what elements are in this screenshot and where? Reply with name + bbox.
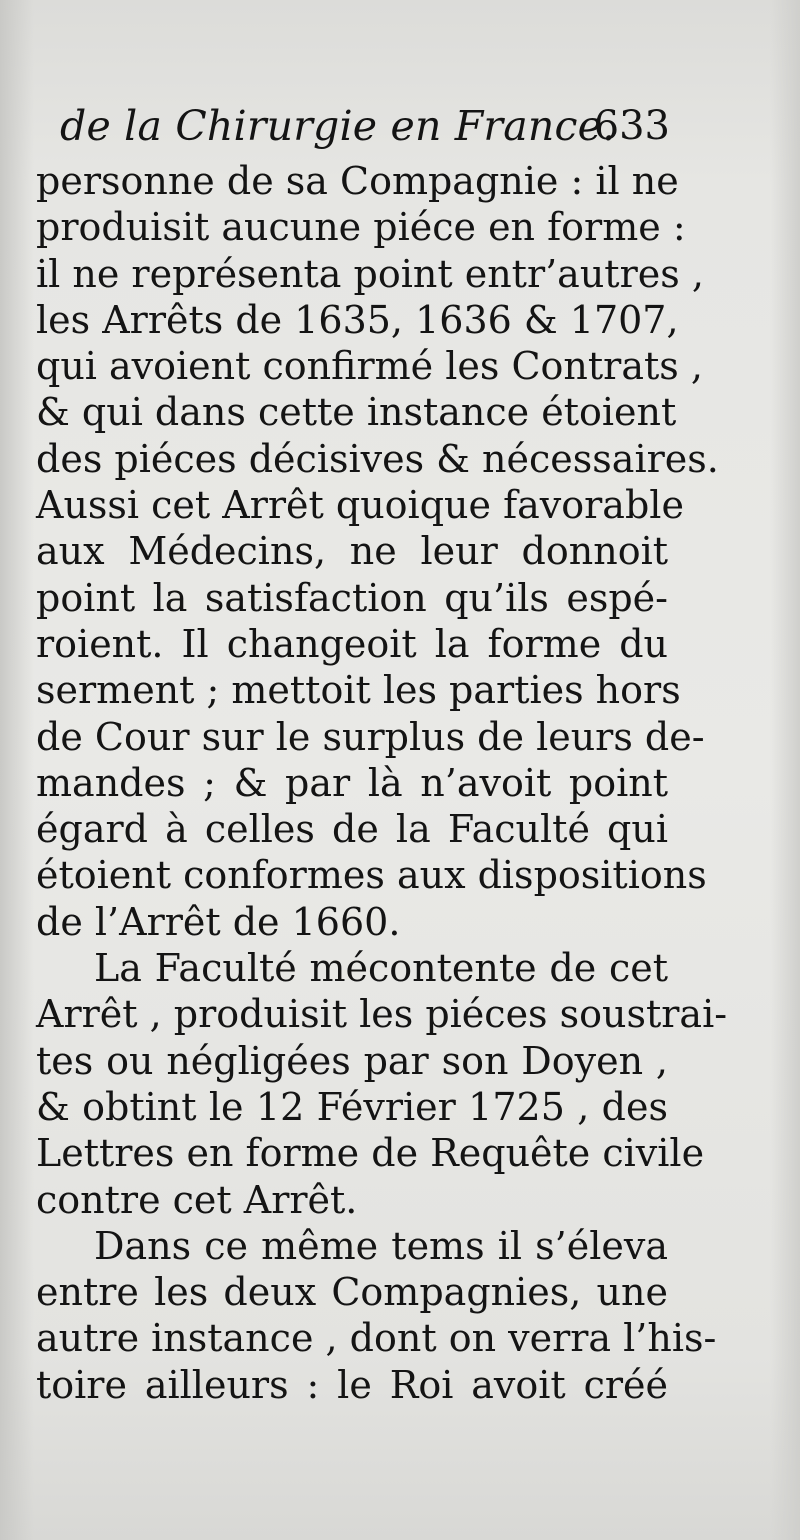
text-line: produisit aucune piéce en forme :	[36, 205, 686, 250]
body-text	[36, 158, 728, 1408]
text-line: roient. Il changeoit la forme du	[36, 621, 668, 666]
page-header	[60, 96, 670, 156]
page-number: 633	[593, 103, 670, 149]
text-line: tes ou négligées par son Doyen ,	[36, 1038, 668, 1083]
text-line: serment ; mettoit les parties hors	[36, 668, 681, 713]
text-line: Dans ce même tems il s’éleva	[94, 1223, 668, 1268]
text-line: Aussi cet Arrêt quoique favorable	[36, 483, 684, 528]
text-line: Lettres en forme de Requête civile	[36, 1131, 705, 1176]
text-line: étoient conformes aux dispositions	[36, 853, 707, 898]
text-line: de Cour sur le surplus de leurs de-	[36, 714, 705, 759]
text-line: entre les deux Compagnies, une	[36, 1270, 668, 1315]
text-line: de l’Arrêt de 1660.	[36, 899, 401, 944]
text-line: contre cet Arrêt.	[36, 1177, 358, 1222]
text-line: égard à celles de la Faculté qui	[36, 807, 668, 852]
text-line: & qui dans cette instance étoient	[36, 390, 677, 435]
text-line: aux Médecins, ne leur donnoit	[36, 529, 668, 574]
text-line: qui avoient confirmé les Contrats ,	[36, 344, 703, 389]
text-line: Arrêt , produisit les piéces soustrai-	[36, 992, 728, 1037]
running-head: de la Chirurgie en France.	[60, 102, 616, 150]
text-line: & obtint le 12 Février 1725 , des	[36, 1084, 668, 1129]
text-line: des piéces décisives & nécessaires.	[36, 436, 719, 481]
text-line: autre instance , dont on verra l’his-	[36, 1316, 717, 1361]
text-line: les Arrêts de 1635, 1636 & 1707,	[36, 297, 679, 342]
text-line: il ne représenta point entr’autres ,	[36, 251, 704, 296]
text-line: toire ailleurs : le Roi avoit créé	[36, 1362, 668, 1407]
text-line: mandes ; & par là n’avoit point	[36, 760, 668, 805]
text-line: La Faculté mécontente de cet	[94, 946, 668, 991]
text-line: point la satisfaction qu’ils espé-	[36, 575, 668, 620]
text-line: personne de sa Compagnie : il ne	[36, 159, 679, 203]
